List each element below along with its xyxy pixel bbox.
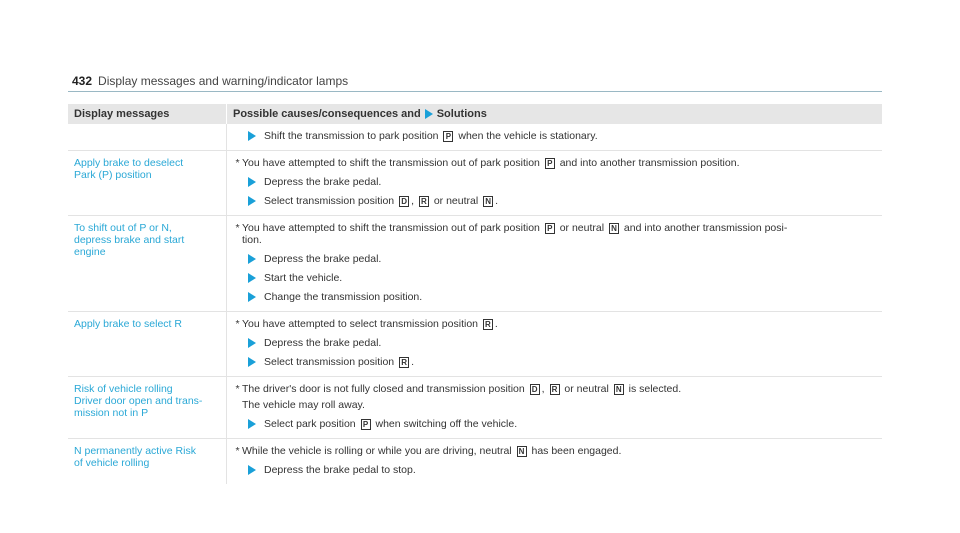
step-text: Depress the brake pedal to stop. [264,464,416,476]
step-text: Shift the transmission to park position [264,130,439,142]
step-text: Change the transmission position. [264,291,423,303]
cause-part: and into another transmission posi- [623,222,788,234]
display-message: Apply brake to select R [74,318,182,330]
display-messages-table [68,104,882,484]
gear-key-icon: N [614,384,624,395]
gear-key-icon: N [517,446,527,457]
solution-cell [226,216,882,311]
cause-part: or neutral [564,383,609,395]
step-text: Start the vehicle. [264,272,343,284]
cause-text [233,383,876,395]
table-row [68,377,882,439]
cause-part: has been engaged. [531,445,622,457]
arrow-icon [248,177,256,187]
table-row [68,124,882,151]
gear-key-icon: D [399,196,409,207]
arrow-icon [248,465,256,475]
footnote-star: * [235,318,240,330]
table-row [68,312,882,377]
cause-text [233,222,876,246]
column-header-causes [226,104,882,124]
step-text: when the vehicle is stationary. [458,130,598,142]
cause-part: and into another transmission position. [559,157,740,169]
footnote-star: * [235,445,240,457]
step-text: Depress the brake pedal. [264,337,382,349]
gear-key-icon: R [483,319,493,330]
gear-key-icon: N [483,196,493,207]
display-message: To shift out of P or N, depress brake and start engine [74,222,185,258]
cause-part: You have attempted to shift the transmission out of park position [242,157,540,169]
footnote-star: * [235,222,240,234]
solution-cell [226,439,882,484]
gear-key-icon: R [419,196,429,207]
footnote-star: * [235,383,240,395]
table-row [68,216,882,312]
gear-key-icon: P [443,131,453,142]
gear-key-icon: N [609,223,619,234]
arrow-icon [248,273,256,283]
gear-key-icon: D [530,384,540,395]
solution-step [248,337,876,349]
arrow-icon [248,292,256,302]
page-title: Display messages and warning/indicator lamps [98,74,349,88]
column-header-solutions-label: Solutions [436,108,487,120]
cause-text [233,318,876,330]
step-text: . [495,195,499,207]
solution-step [248,253,876,265]
arrow-icon [248,357,256,367]
cause-text: The vehicle may roll away. [242,399,365,411]
solution-step [248,272,876,284]
step-text: Depress the brake pedal. [264,253,382,265]
step-text: Select park position [264,418,356,430]
display-message: Risk of vehicle rolling Driver door open and trans- mission not in P [74,383,203,419]
column-header-messages: Display messages [74,108,170,120]
footnote-star: * [235,157,240,169]
message-cell [68,124,226,150]
cause-part: . [494,318,498,330]
solution-step [248,195,876,207]
column-header-causes-label: Possible causes/consequences and [233,108,421,120]
arrow-icon [425,109,433,119]
step-text: Select transmission position [264,195,395,207]
separator: , [411,195,414,207]
page-number: 432 [72,74,93,88]
step-text: when switching off the vehicle. [375,418,518,430]
arrow-icon [248,338,256,348]
page-header [72,74,348,88]
solution-cell [226,151,882,215]
cause-text [233,445,876,457]
cause-part: or neutral [559,222,605,234]
cause-part: is selected. [628,383,682,395]
cause-part: You have attempted to shift the transmission out of park position [242,222,540,234]
step-text: Depress the brake pedal. [264,176,382,188]
solution-step [248,464,876,476]
arrow-icon [248,131,256,141]
solution-step [248,356,876,368]
solution-step [248,130,876,142]
cause-part: The driver's door is not fully closed and transmission position [242,383,525,395]
solution-step [248,418,876,430]
solution-step [248,291,876,303]
arrow-icon [248,254,256,264]
solution-cell [226,124,882,150]
arrow-icon [248,419,256,429]
table-header [68,104,882,124]
gear-key-icon: P [545,223,555,234]
solution-cell [226,312,882,376]
gear-key-icon: P [545,158,555,169]
separator: , [541,383,545,395]
cause-part: You have attempted to select transmission position [242,318,478,330]
display-message: N permanently active Risk of vehicle rolling [74,445,196,469]
display-message: Apply brake to deselect Park (P) position [74,157,184,181]
table-row [68,439,882,484]
step-text: Select transmission position [264,356,395,368]
gear-key-icon: R [399,357,409,368]
gear-key-icon: R [550,384,560,395]
cause-part: tion. [242,234,262,246]
cause-part: While the vehicle is rolling or while you are driving, neutral [242,445,512,457]
gear-key-icon: P [361,419,371,430]
table-row [68,151,882,216]
step-text: or neutral [433,195,479,207]
solution-step [248,176,876,188]
step-text: . [411,356,414,368]
cause-text [233,157,876,169]
header-divider [68,91,882,92]
solution-cell [226,377,882,438]
arrow-icon [248,196,256,206]
